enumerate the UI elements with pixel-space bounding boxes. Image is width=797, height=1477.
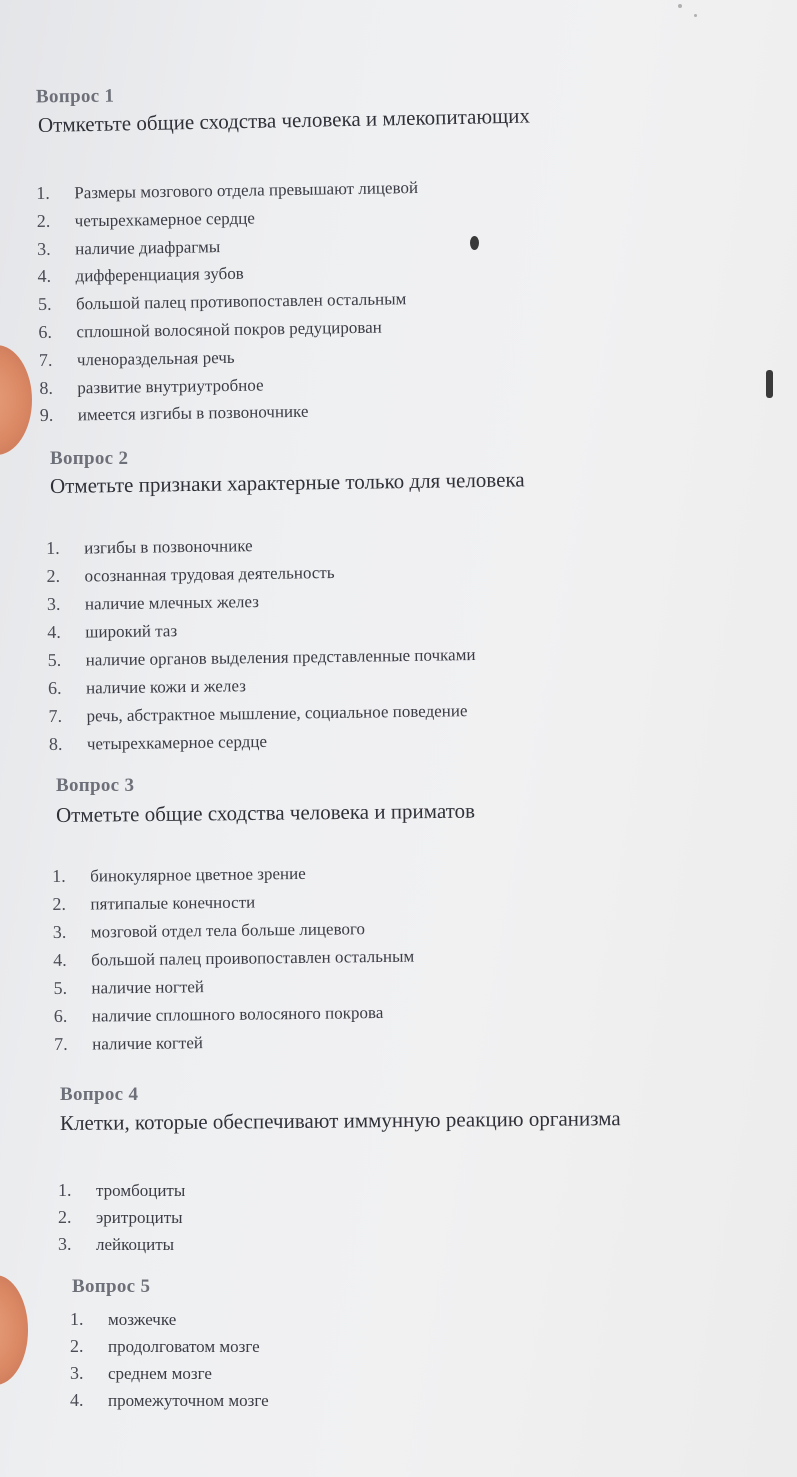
question-2-title: Отметьте признаки характерные только для человека: [49, 467, 525, 498]
option-number: 4.: [70, 1390, 84, 1410]
option-number: 2.: [70, 1336, 84, 1356]
option-number: 9.: [39, 404, 54, 425]
option-item: [52, 863, 306, 887]
option-text: развитие внутриутробное: [77, 375, 264, 398]
question-1-title: Отмкетьте общие сходства человека и млекопитающих: [37, 103, 531, 137]
option-item: [53, 976, 204, 999]
option-number: 7.: [38, 349, 53, 370]
option-item: [58, 1180, 185, 1201]
option-number: 1.: [36, 182, 50, 203]
option-number: 2.: [52, 893, 67, 914]
option-number: 6.: [53, 1005, 68, 1026]
option-number: 6.: [47, 677, 62, 698]
option-text: промежуточном мозге: [108, 1391, 269, 1410]
option-number: 3.: [70, 1363, 84, 1383]
question-2-heading: Вопрос 2: [50, 448, 129, 469]
option-number: 8.: [48, 733, 63, 754]
option-item: [70, 1309, 176, 1330]
option-text: пятипалые конечности: [90, 892, 256, 914]
option-item: [53, 946, 414, 971]
option-text: мозговой отдел тела больше лицевого: [90, 919, 366, 942]
option-number: 7.: [48, 705, 63, 726]
option-text: дифференциация зубов: [75, 263, 244, 286]
question-4-heading: Вопрос 4: [60, 1084, 139, 1105]
option-text: бинокулярное цветное зрение: [90, 863, 306, 886]
option-number: 4.: [53, 949, 67, 970]
option-number: 5.: [47, 649, 62, 670]
option-number: 3.: [52, 921, 67, 942]
option-item: [37, 208, 255, 232]
option-item: [37, 236, 220, 260]
option-number: 1.: [52, 865, 66, 886]
option-text: наличие млечных желез: [84, 592, 260, 614]
option-text: наличие органов выделения представленные почками: [85, 645, 476, 670]
option-item: [39, 374, 264, 399]
option-item: [54, 1002, 384, 1027]
option-number: 2.: [36, 210, 51, 231]
option-item: [38, 317, 382, 343]
option-item: [40, 401, 309, 426]
option-text: широкий таз: [85, 621, 178, 642]
option-number: 3.: [58, 1234, 72, 1254]
option-text: большой палец проивопоставлен остальным: [91, 946, 415, 970]
option-text: имеется изгибы в позвоночнике: [77, 401, 309, 425]
option-text: среднем мозге: [108, 1364, 212, 1383]
option-number: 6.: [38, 321, 53, 342]
option-item: [52, 892, 255, 915]
option-number: 1.: [58, 1180, 72, 1200]
option-text: продолговатом мозге: [108, 1337, 260, 1356]
option-item: [53, 918, 365, 943]
option-item: [38, 288, 407, 315]
option-text: лейкоциты: [96, 1235, 175, 1254]
question-3-heading: Вопрос 3: [56, 775, 135, 796]
option-number: 5.: [37, 293, 52, 314]
option-item: [70, 1363, 212, 1384]
option-number: 4.: [37, 265, 52, 286]
option-number: 1.: [46, 537, 60, 558]
option-number: 4.: [47, 621, 61, 642]
option-item: [58, 1234, 174, 1255]
ink-speck: [694, 14, 697, 17]
question-1-heading: Вопрос 1: [35, 85, 115, 108]
option-text: тромбоциты: [96, 1181, 186, 1200]
finger-bottom-left: [0, 1275, 28, 1385]
ink-speck: [470, 236, 479, 250]
option-item: [48, 675, 246, 699]
question-3-title: Отметьте общие сходства человека и приматов: [55, 798, 476, 827]
option-text: мозжечке: [108, 1310, 177, 1329]
option-item: [46, 562, 334, 587]
option-number: 8.: [39, 377, 54, 398]
option-number: 1.: [70, 1309, 84, 1329]
option-text: членораздельная речь: [76, 347, 235, 370]
option-text: большой палец противопоставлен остальным: [75, 289, 407, 314]
option-text: наличие сплошного волосяного покрова: [91, 1002, 384, 1026]
option-text: четырехкамерное сердце: [74, 208, 255, 231]
ink-speck: [766, 370, 773, 398]
option-number: 3.: [37, 238, 51, 259]
option-number: 7.: [54, 1033, 68, 1054]
option-text: наличие ногтей: [91, 977, 205, 998]
option-item: [54, 1032, 203, 1055]
option-number: 5.: [53, 977, 68, 998]
option-item: [70, 1390, 269, 1411]
option-text: наличие диафрагмы: [75, 237, 221, 259]
option-text: изгибы в позвоночнике: [84, 536, 253, 558]
ink-speck: [678, 4, 682, 8]
option-text: наличие когтей: [92, 1033, 204, 1054]
option-item: [46, 535, 253, 559]
question-4-title: Клетки, которые обеспечивают иммунную реакцию организма: [59, 1106, 621, 1135]
option-text: четырехкамерное сердце: [86, 731, 268, 754]
option-text: Размеры мозгового отдела превышают лицевой: [74, 178, 419, 203]
finger-top-left: [0, 345, 32, 455]
option-text: сплошной волосяной покров редуцирован: [76, 317, 382, 342]
option-item: [48, 644, 476, 671]
option-item: [58, 1207, 183, 1228]
question-5-heading: Вопрос 5: [72, 1276, 151, 1297]
option-text: эритроциты: [96, 1208, 183, 1227]
option-item: [39, 347, 235, 371]
option-number: 2.: [46, 565, 61, 586]
option-item: [70, 1336, 260, 1357]
option-item: [47, 620, 177, 643]
option-text: наличие кожи и желез: [85, 676, 246, 698]
option-item: [47, 591, 259, 615]
option-item: [48, 700, 467, 727]
option-number: 2.: [58, 1207, 72, 1227]
option-item: [37, 263, 243, 287]
option-text: речь, абстрактное мышление, социальное поведение: [86, 701, 468, 726]
option-number: 3.: [46, 593, 61, 614]
option-item: [49, 731, 267, 755]
option-text: осознанная трудовая деятельность: [84, 562, 335, 586]
option-item: [36, 177, 418, 204]
